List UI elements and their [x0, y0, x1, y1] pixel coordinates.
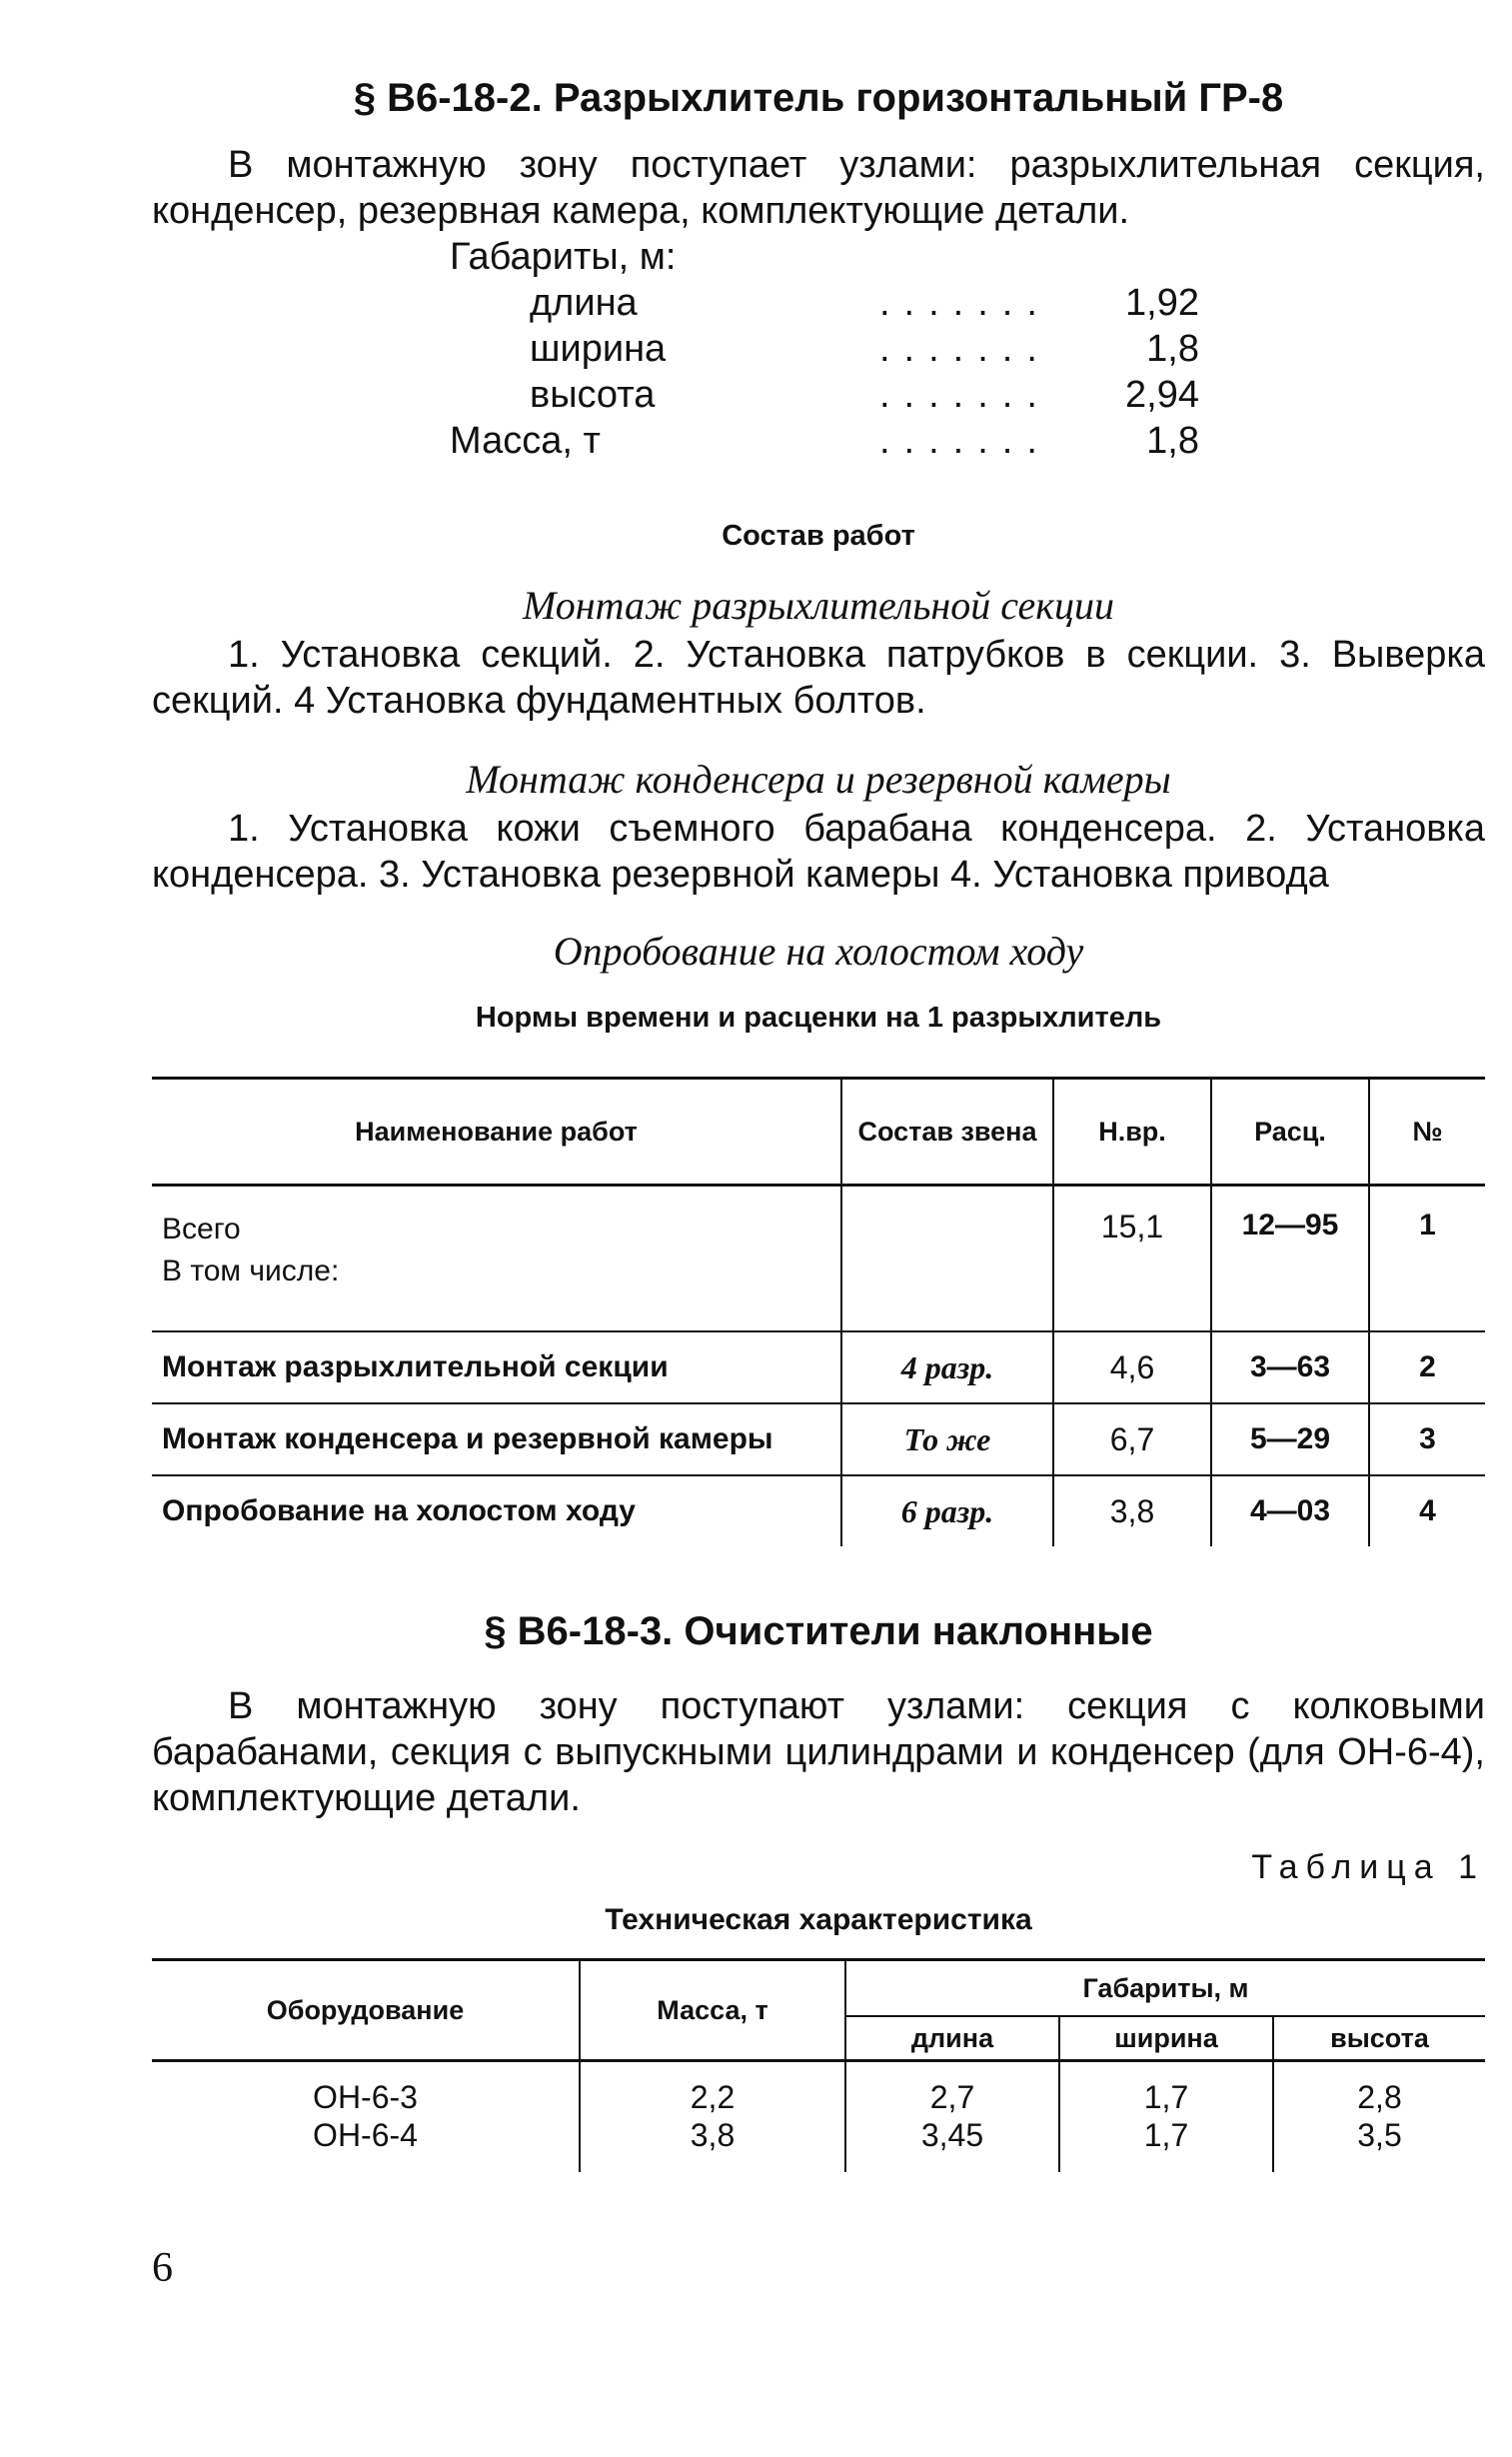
- table-row: [152, 1475, 1485, 1546]
- intro-paragraph: В монтажную зону поступает узлами: разрыхлительная секция, конденсер, резервная камера, комплектующие детали.: [152, 144, 1485, 232]
- column-header: Состав звена: [841, 1079, 1053, 1186]
- cell-crew: То же: [841, 1403, 1053, 1475]
- dimension-row: ширина ....... 1,8: [530, 328, 1199, 370]
- cell-crew: 4 разр.: [841, 1331, 1053, 1403]
- cell-number: 3: [1369, 1403, 1485, 1475]
- work-group-title: Монтаж разрыхлительной секции: [523, 583, 1114, 628]
- cell-name: Всего В том числе:: [152, 1186, 841, 1332]
- column-header: высота: [1273, 2016, 1485, 2061]
- table-row: [152, 1403, 1485, 1475]
- work-group-text: 1. Установка кожи съемного барабана конденсера. 2. Установка конденсера. 3. Установка резервной камеры 4. Установка привода: [152, 808, 1485, 896]
- cell-time: 6,7: [1053, 1403, 1211, 1475]
- column-header: Расц.: [1211, 1079, 1369, 1186]
- cell-number: 2: [1369, 1331, 1485, 1403]
- table-title: Техническая характеристика: [605, 1903, 1032, 1936]
- column-header: Габариты, м: [845, 1960, 1485, 2017]
- cell-name: Монтаж конденсера и резервной камеры: [152, 1403, 841, 1475]
- cell-number: 4: [1369, 1475, 1485, 1546]
- cell-time: 15,1: [1053, 1186, 1211, 1332]
- cell-crew: 6 разр.: [841, 1475, 1053, 1546]
- norms-table: [152, 1077, 1485, 1546]
- column-header: Оборудование: [152, 1960, 580, 2061]
- cell-mass: 2,2 3,8: [580, 2061, 845, 2173]
- cell-price: 12—95: [1211, 1186, 1369, 1332]
- column-header: ширина: [1059, 2016, 1273, 2061]
- column-header: Н.вр.: [1053, 1079, 1211, 1186]
- norms-title: Нормы времени и расценки на 1 разрыхлитель: [475, 1002, 1162, 1034]
- work-group-text: 1. Установка секций. 2. Установка патрубков в секции. 3. Выверка секций. 4 Установка фундаментных болтов.: [152, 634, 1485, 722]
- table-row: [152, 1186, 1485, 1332]
- column-header: длина: [845, 2016, 1059, 2061]
- cell-crew: [841, 1186, 1053, 1332]
- cell-price: 3—63: [1211, 1331, 1369, 1403]
- table-header-row: [152, 1960, 1485, 2017]
- cell-length: 2,7 3,45: [845, 2061, 1059, 2173]
- page-number: 6: [152, 2245, 173, 2291]
- dimensions-title: Габариты, м:: [450, 236, 677, 278]
- table-row: [152, 1331, 1485, 1403]
- table-number: Таблица 1: [1251, 1848, 1485, 1886]
- column-header: №: [1369, 1079, 1485, 1186]
- cell-price: 5—29: [1211, 1403, 1369, 1475]
- column-header: Масса, т: [580, 1960, 845, 2061]
- dimension-row: высота ....... 2,94: [530, 374, 1199, 416]
- table-header-row: [152, 1079, 1485, 1186]
- cell-equipment: ОН-6-3 ОН-6-4: [313, 2079, 418, 2153]
- section-title: § В6-18-3. Очистители наклонные: [484, 1609, 1153, 1653]
- intro-paragraph: В монтажную зону поступают узлами: секция с колковыми барабанами, секция с выпускными цилиндрами и конденсер (для ОН-6-4), комплектующие детали.: [152, 1685, 1485, 1819]
- section-title: § В6-18-2. Разрыхлитель горизонтальный ГР-8: [353, 76, 1284, 120]
- cell-price: 4—03: [1211, 1475, 1369, 1546]
- cell-name: Монтаж разрыхлительной секции: [152, 1331, 841, 1403]
- dimension-row: длина ....... 1,92: [530, 282, 1199, 324]
- mass-row: Масса, т ....... 1,8: [450, 420, 1199, 462]
- cell-name: Опробование на холостом ходу: [162, 1494, 636, 1527]
- cell-height: 2,8 3,5: [1273, 2061, 1485, 2173]
- work-composition-title: Состав работ: [722, 520, 915, 552]
- cell-width: 1,7 1,7: [1059, 2061, 1273, 2173]
- cell-time: 3,8: [1053, 1475, 1211, 1546]
- cell-time: 4,6: [1053, 1331, 1211, 1403]
- table-row: [152, 2061, 1485, 2173]
- tech-spec-table: [152, 1958, 1485, 2172]
- cell-number: 1: [1369, 1186, 1485, 1332]
- work-group-title: Монтаж конденсера и резервной камеры: [466, 757, 1171, 802]
- column-header: Наименование работ: [152, 1079, 841, 1186]
- work-group-title: Опробование на холостом ходу: [553, 929, 1084, 974]
